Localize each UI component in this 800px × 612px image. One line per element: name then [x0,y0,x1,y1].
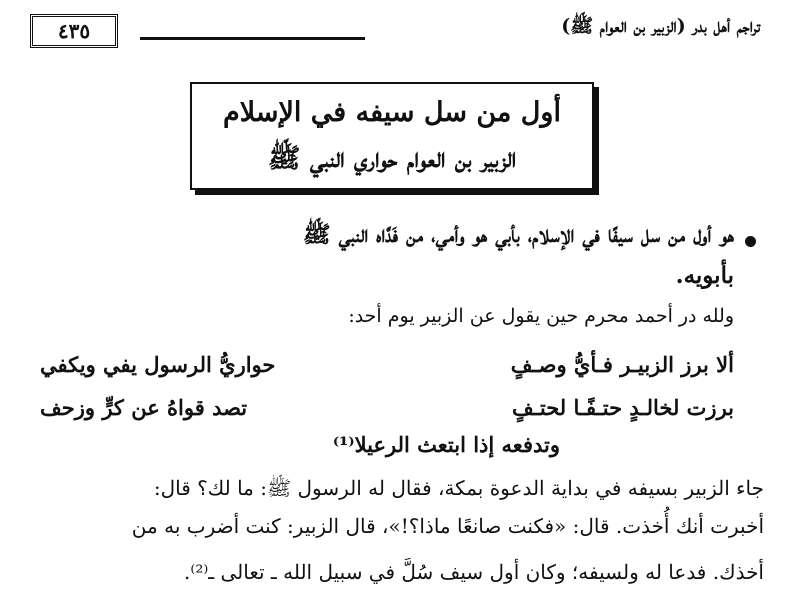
running-title: تراجم أهل بدر (الزبير بن العوام ﷺ) [561,15,760,37]
header-rule [140,37,365,40]
body-line-2: بأبويه. [675,262,734,289]
bullet-point [745,236,756,247]
page-number: ٤٣٥ [30,14,118,48]
section-title-line-1: أول من سل سيفه في الإسلام [223,97,561,128]
body-line-3: ولله در أحمد محرم حين يقول عن الزبير يوم أحد: [348,305,734,327]
poem-verse-2-first-half: برزت لخالـدٍ حتـفًـا لحتـفٍ [511,395,734,420]
body-line-1: هو أول من سل سيفًا في الإسلام، بأبي هو وأمي، من فَدَّاه النبي ﷺ [302,221,734,248]
poem-verse-2-second-half: تصد قواهُ عن كرٍّ وزحف [40,395,248,420]
section-title-box [190,82,594,190]
poem-verse-3: وتدفعه إذا ابتعث الرعيلا⁽¹⁾ [332,432,560,457]
paragraph-line-2: أخبرت أنك أُخذت. قال: «فكنت صانعًا ماذا؟!»، قال الزبير: كنت أضرب به من [131,514,764,538]
section-title-line-2: الزبير بن العوام حواري النبي ﷺ [267,143,517,174]
poem-verse-1-first-half: ألا برز الزبيـر فـأيُّ وصـفٍ [510,352,734,377]
paragraph-line-1: جاء الزبير بسيفه في بداية الدعوة بمكة، فقال له الرسول ﷺ: ما لك؟ قال: [153,476,764,500]
paragraph-line-3: أخذك. فدعا له ولسيفه؛ وكان أول سيف سُلَّ في سبيل الله ـ تعالى ـ⁽²⁾. [184,560,764,584]
poem-verse-1-second-half: حواريُّ الرسول يفي ويكفي [40,352,276,377]
